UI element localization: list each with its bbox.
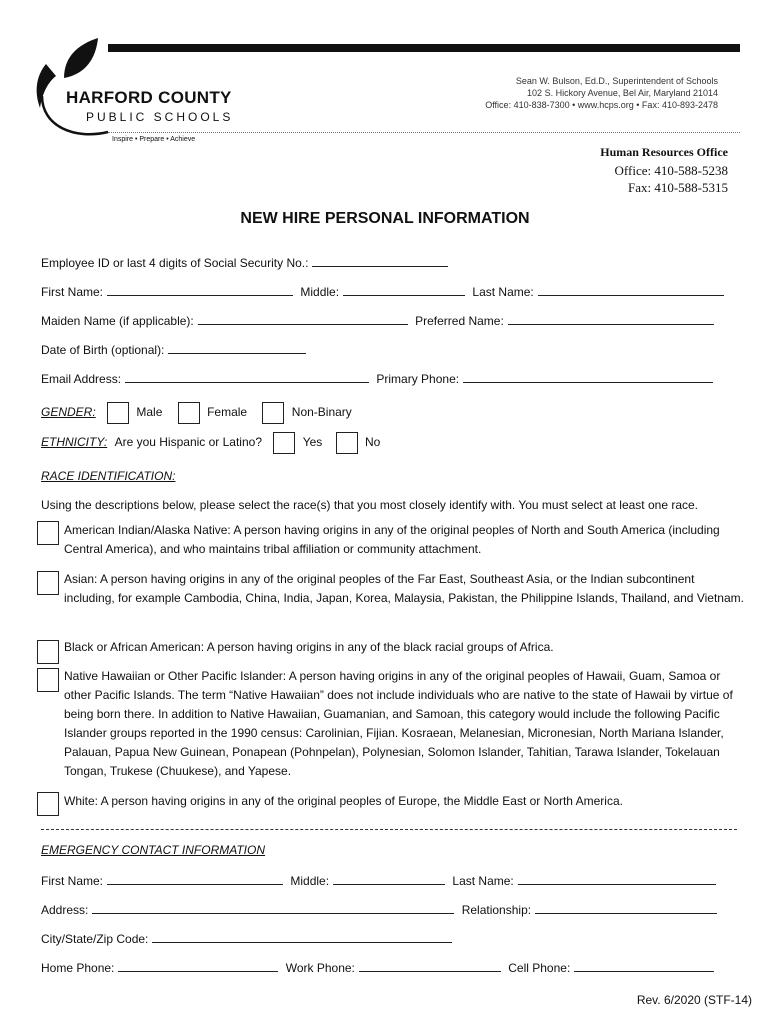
name-row <box>41 284 728 299</box>
employee-id-field[interactable] <box>312 255 448 267</box>
emergency-city-field[interactable] <box>152 931 452 943</box>
employee-id-label: Employee ID or last 4 digits of Social Security No.: <box>41 256 309 270</box>
contact-row <box>41 371 717 386</box>
emergency-cell-phone-label: Cell Phone: <box>508 961 571 975</box>
ethnicity-no-label: No <box>364 435 381 449</box>
emergency-cell-phone-field[interactable] <box>574 960 714 972</box>
ethnicity-label: ETHNICITY: <box>41 435 108 449</box>
emergency-home-phone-label: Home Phone: <box>41 961 115 975</box>
gender-male-checkbox[interactable] <box>107 402 129 424</box>
race-american-indian-checkbox[interactable] <box>37 521 59 545</box>
emergency-first-name-field[interactable] <box>107 873 283 885</box>
race-heading: RACE IDENTIFICATION: <box>41 469 176 483</box>
emergency-address-label: Address: <box>41 903 89 917</box>
primary-phone-field[interactable] <box>463 371 713 383</box>
last-name-field[interactable] <box>538 284 724 296</box>
hr-phone: Office: 410-588-5238 <box>614 163 728 178</box>
hr-fax: Fax: 410-588-5315 <box>627 180 728 195</box>
race-asian-text: Asian: A person having origins in any of the original peoples of the Far East, Southeast Asia, or the Indian subcontinent including, for example Cambodia, China, India, Japan, Korea, Malaysia, Pakistan, the Philippine Islands, Thailand, and Vietnam. <box>64 572 744 605</box>
maiden-name-field[interactable] <box>198 313 408 325</box>
race-black-text: Black or African American: A person having origins in any of the black racial groups of Africa. <box>64 640 554 654</box>
gender-nonbinary-label: Non-Binary <box>291 405 352 419</box>
race-white-checkbox[interactable] <box>37 792 59 816</box>
ethnicity-no-checkbox[interactable] <box>336 432 358 454</box>
emergency-phone-row <box>41 960 718 975</box>
emergency-home-phone-field[interactable] <box>118 960 278 972</box>
middle-name-field[interactable] <box>343 284 465 296</box>
emergency-work-phone-field[interactable] <box>359 960 501 972</box>
emergency-last-name-label: Last Name: <box>452 874 514 888</box>
logo-line1: HARFORD COUNTY <box>66 88 232 107</box>
last-name-label: Last Name: <box>472 285 534 299</box>
first-name-label: First Name: <box>41 285 104 299</box>
emergency-middle-label: Middle: <box>290 874 330 888</box>
emergency-city-label: City/State/Zip Code: <box>41 932 149 946</box>
gender-female-checkbox[interactable] <box>178 402 200 424</box>
dob-row <box>41 342 310 357</box>
emergency-work-phone-label: Work Phone: <box>285 961 355 975</box>
race-asian-checkbox[interactable] <box>37 571 59 595</box>
ethnicity-yes-label: Yes <box>302 435 323 449</box>
preferred-name-field[interactable] <box>508 313 714 325</box>
district-contact: Office: 410-838-7300 • www.hcps.org • Fax: 410-893-2478 <box>485 100 718 110</box>
ethnicity-question: Are you Hispanic or Latino? <box>114 435 262 449</box>
header-rule-top <box>108 44 740 52</box>
emergency-relationship-label: Relationship: <box>461 903 532 917</box>
employee-id-row <box>41 255 452 270</box>
gender-nonbinary-checkbox[interactable] <box>262 402 284 424</box>
gender-row <box>41 400 352 424</box>
race-pacific-islander-checkbox[interactable] <box>37 668 59 692</box>
gender-label: GENDER: <box>41 405 96 419</box>
section-divider <box>41 829 737 830</box>
preferred-name-label: Preferred Name: <box>415 314 504 328</box>
hr-office: Human Resources Office <box>600 145 728 159</box>
district-address: 102 S. Hickory Avenue, Bel Air, Maryland 21014 <box>527 88 718 98</box>
primary-phone-label: Primary Phone: <box>376 372 460 386</box>
tagline: Inspire • Prepare • Achieve <box>112 136 196 143</box>
header-rule-dotted <box>108 132 740 133</box>
ethnicity-yes-checkbox[interactable] <box>273 432 295 454</box>
emergency-address-row <box>41 902 721 917</box>
page-title: NEW HIRE PERSONAL INFORMATION <box>240 210 530 227</box>
maiden-row <box>41 313 718 328</box>
first-name-field[interactable] <box>107 284 293 296</box>
race-pacific-islander-text: Native Hawaiian or Other Pacific Islander: A person having origins in any of the original peoples of Hawaii, Guam, Samoa or other Pacific Islands. The term “Native Hawaiian” does not include individuals who are native to the state of Hawaii by virtue of being born there. In addition to Native Hawaiian, Guamanian, and Samoan, this category would include the following Pacific Islander groups reported in the 1990 census: Carolinian, Fijian. Kosraean, Melanesian, Micronesian, North Mariana Islander, Palauan, Papua New Guinean, Ponapean (Pohnpelan), Polynesian, Solomon Islander, Tahitian, Tarawa Islander, Tokelauan Tongan, Trukese (Chuukese), and Yapese. <box>64 669 733 778</box>
dob-field[interactable] <box>168 342 306 354</box>
middle-name-label: Middle: <box>300 285 340 299</box>
race-instructions: Using the descriptions below, please select the race(s) that you most closely identify with. You must select at least one race. <box>41 498 699 512</box>
race-white-text: White: A person having origins in any of the original peoples of Europe, the Middle East or North America. <box>64 794 623 808</box>
emergency-middle-field[interactable] <box>333 873 445 885</box>
email-label: Email Address: <box>41 372 122 386</box>
emergency-city-row <box>41 931 456 946</box>
emergency-relationship-field[interactable] <box>535 902 717 914</box>
maiden-name-label: Maiden Name (if applicable): <box>41 314 194 328</box>
emergency-heading: EMERGENCY CONTACT INFORMATION <box>41 843 266 857</box>
emergency-name-row <box>41 873 720 888</box>
gender-male-label: Male <box>136 405 163 419</box>
emergency-last-name-field[interactable] <box>518 873 716 885</box>
logo-line2: PUBLIC SCHOOLS <box>86 110 234 124</box>
emergency-first-name-label: First Name: <box>41 874 104 888</box>
race-american-indian-text: American Indian/Alaska Native: A person having origins in any of the original peoples of North and South America (including Central America), and who maintains tribal affiliation or community attachment. <box>64 523 720 556</box>
superintendent: Sean W. Bulson, Ed.D., Superintendent of Schools <box>515 76 718 86</box>
race-black-checkbox[interactable] <box>37 640 59 664</box>
dob-label: Date of Birth (optional): <box>41 343 165 357</box>
emergency-address-field[interactable] <box>92 902 454 914</box>
revision-footer: Rev. 6/2020 (STF-14) <box>636 993 752 1007</box>
gender-female-label: Female <box>207 405 248 419</box>
ethnicity-row <box>41 430 380 454</box>
email-field[interactable] <box>125 371 369 383</box>
